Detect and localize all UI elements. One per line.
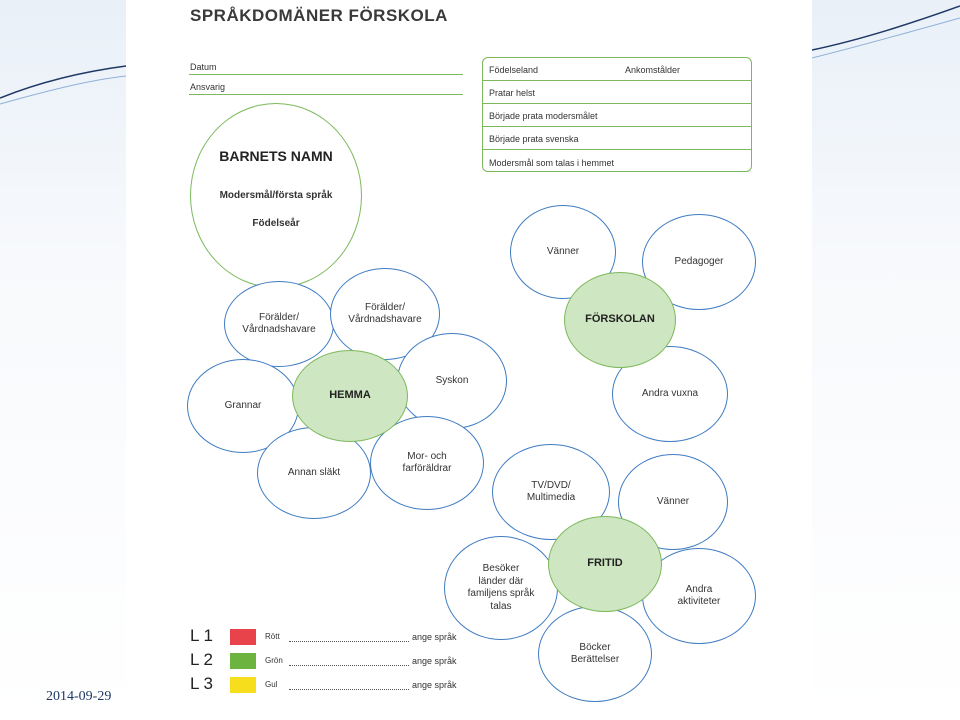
info-row-prefers[interactable]	[483, 81, 751, 104]
info-row-birth[interactable]	[483, 58, 751, 81]
preschool-other-adults-label: Andra vuxna	[641, 387, 699, 399]
legend-dots[interactable]	[289, 679, 409, 690]
responsible-field[interactable]	[189, 78, 463, 95]
home-language-label: Modersmål som talas i hemmet	[489, 158, 615, 168]
legend-label: Grön	[265, 656, 283, 665]
leisure-books-circle	[538, 606, 652, 702]
leisure-visits-line4: talas	[490, 600, 512, 612]
preschool-friends-label: Vänner	[546, 245, 580, 257]
home-parent1-line1: Förälder/	[258, 311, 299, 323]
legend-swatch-red	[230, 629, 256, 645]
child-mother-tongue: Modersmål/första språk	[219, 190, 333, 201]
leisure-books-line2: Berättelser	[570, 654, 620, 665]
swedish-start-label: Började prata svenska	[489, 134, 579, 144]
home-relatives-label: Annan släkt	[287, 466, 341, 478]
info-row-swedish-start[interactable]	[483, 127, 751, 150]
home-parent2-line2: Vårdnadshavare	[348, 314, 422, 325]
legend-suffix: ange språk	[412, 632, 457, 642]
child-name-circle	[190, 103, 362, 288]
slide-date: 2014-09-29	[46, 689, 112, 704]
home-center-circle	[292, 350, 408, 442]
leisure-visits-line1: Besöker	[482, 563, 520, 574]
leisure-center-circle	[548, 516, 662, 612]
home-grandparents-line1: Mor- och	[407, 450, 447, 462]
leisure-visits-circle	[444, 536, 558, 640]
worksheet	[126, 0, 812, 720]
legend-swatch-yellow	[230, 677, 256, 693]
home-parent1-circle	[224, 281, 334, 367]
date-field[interactable]	[189, 58, 463, 75]
legend-suffix: ange språk	[412, 656, 457, 666]
leisure-books-line1: Böcker	[579, 641, 611, 653]
birth-country-label: Födelseland	[489, 65, 539, 75]
leisure-visits-line3: familjens språk	[467, 588, 535, 599]
worksheet-title: SPRÅKDOMÄNER FÖRSKOLA	[190, 6, 448, 25]
legend-code: L 2	[190, 650, 214, 669]
responsible-field-label: Ansvarig	[190, 82, 226, 92]
info-row-mother-tongue-start[interactable]	[483, 104, 751, 127]
leisure-center-label: FRITID	[587, 557, 623, 570]
prefers-label: Pratar helst	[489, 88, 536, 98]
home-parent1-line2: Vårdnadshavare	[242, 324, 316, 335]
leisure-activities-line1: Andra	[685, 583, 713, 595]
preschool-center-circle	[564, 272, 676, 368]
home-siblings-label: Syskon	[435, 374, 469, 386]
legend-suffix: ange språk	[412, 680, 457, 690]
child-birth-year: Födelseår	[252, 218, 300, 229]
preschool-center-label: FÖRSKOLAN	[585, 313, 655, 326]
preschool-teachers-label: Pedagoger	[674, 255, 724, 267]
home-neighbours-label: Grannar	[224, 399, 262, 411]
legend-code: L 3	[190, 674, 214, 693]
home-siblings-circle	[397, 333, 507, 429]
home-parent2-line1: Förälder/	[364, 301, 405, 313]
leisure-media-line2: Multimedia	[526, 492, 576, 503]
legend-dots[interactable]	[289, 631, 409, 642]
info-box	[482, 57, 752, 172]
child-name-title: BARNETS NAMN	[219, 148, 333, 164]
legend-dots[interactable]	[289, 655, 409, 666]
mother-tongue-start-label: Började prata modersmålet	[489, 111, 598, 121]
date-field-label: Datum	[190, 62, 217, 72]
legend-swatch-green	[230, 653, 256, 669]
arrival-age-label: Ankomstålder	[625, 65, 681, 75]
legend-label: Gul	[265, 680, 278, 689]
legend-label: Rött	[265, 632, 280, 641]
leisure-activities-line2: aktiviteter	[677, 596, 721, 607]
home-center-label: HEMMA	[329, 389, 371, 402]
info-row-home-language[interactable]	[483, 150, 751, 173]
home-grandparents-line2: farföräldrar	[402, 463, 452, 474]
leisure-media-line1: TV/DVD/	[531, 479, 571, 491]
leisure-visits-line2: länder där	[478, 575, 524, 587]
leisure-friends-label: Vänner	[656, 495, 690, 507]
legend-code: L 1	[190, 626, 214, 645]
